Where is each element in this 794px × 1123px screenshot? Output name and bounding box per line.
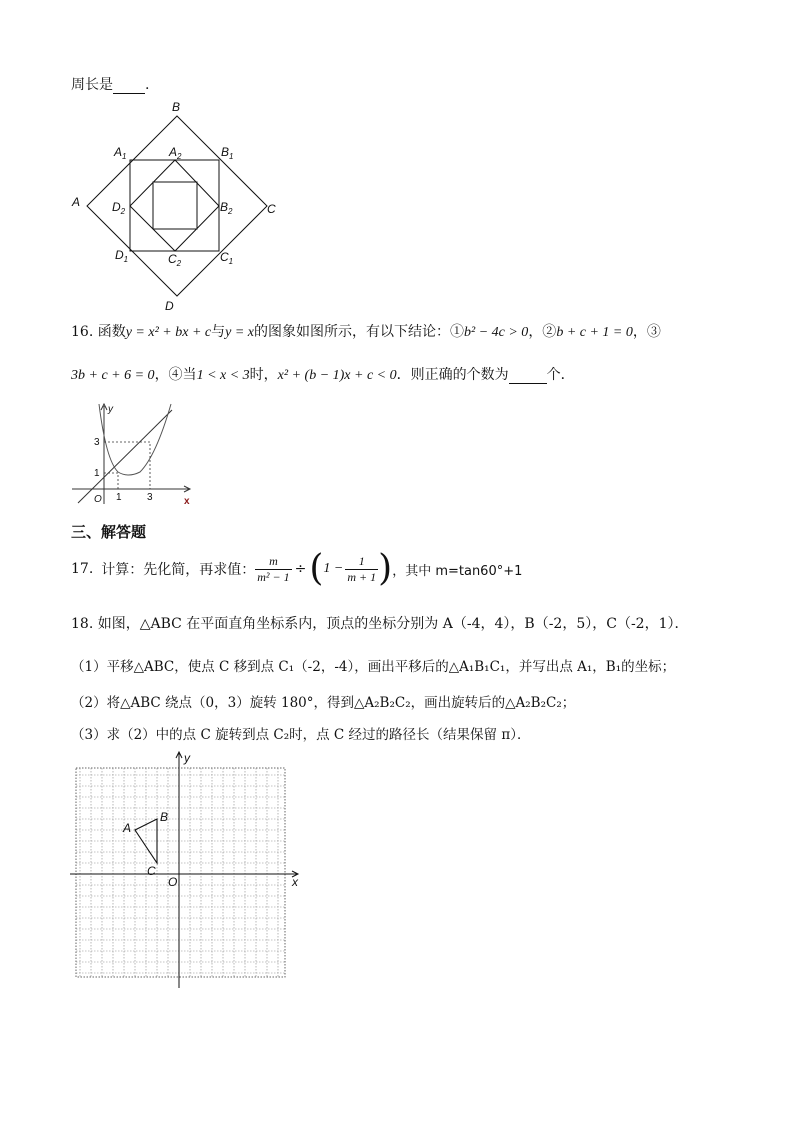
graph-tick-y1: 1 xyxy=(94,468,100,479)
q17-paren-close: ) xyxy=(378,548,393,589)
label-B2: $B_2$ xyxy=(220,200,233,216)
q18-number: 18. xyxy=(71,616,94,632)
graph-tick-x3: 3 xyxy=(147,492,153,503)
q17-divide: ÷ xyxy=(294,561,307,577)
q18-part1: （1）平移△ABC，使点 C 移到点 C₁（-2，-4），画出平移后的△A₁B₁C₁，并写出点 A₁，B₁的坐标； xyxy=(71,659,676,675)
q18-coordinate-grid xyxy=(66,748,306,992)
q16-text9: 个． xyxy=(546,367,575,383)
label-C1: $C_1$ xyxy=(220,250,234,266)
q18-part2: （2）将△ABC 绕点（0，3）旋转 180°，得到△A₂B₂C₂，画出旋转后的△A₂B₂C₂； xyxy=(71,695,576,711)
q16-text4: ，② xyxy=(528,324,557,340)
q17-number: 17. xyxy=(71,561,94,577)
q16-conclusion2: b + c + 1 = 0 xyxy=(556,325,633,340)
grid-border xyxy=(76,768,285,977)
q16-func1: y = x² + bx + c xyxy=(125,325,212,340)
q16-number: 16. xyxy=(71,324,94,340)
label-D2: $D_2$ xyxy=(112,200,126,216)
q16-graph xyxy=(68,400,198,510)
graph-y-label: y xyxy=(108,404,113,415)
q17-fraction2 xyxy=(345,554,378,585)
label-C2: $C_2$ xyxy=(168,252,182,268)
q18-intro xyxy=(71,613,689,633)
grid-origin: O xyxy=(168,875,178,889)
q15-answer-blank[interactable] xyxy=(113,77,145,94)
q17-frac2-num: 1 xyxy=(345,554,378,570)
grid-x-label: x xyxy=(292,875,298,889)
q16-text3: 的图象如图所示，有以下结论：① xyxy=(254,324,464,340)
graph-tick-y3: 3 xyxy=(94,437,100,448)
label-A1: $A_1$ xyxy=(114,145,127,161)
q17-frac1-den: m² − 1 xyxy=(257,569,290,584)
q15-tail xyxy=(71,74,149,94)
label-A: A xyxy=(72,195,81,209)
q17 xyxy=(71,548,523,589)
q17-frac2-den: m + 1 xyxy=(347,569,377,584)
q16-text5: ，③ xyxy=(632,324,661,340)
graph-x-label: x xyxy=(184,496,190,507)
square-a1b1c1d1 xyxy=(130,160,219,251)
label-B: B xyxy=(172,100,181,114)
q16-text8: ．则正确的个数为 xyxy=(396,367,509,383)
q17-frac1-num: m xyxy=(255,554,291,570)
grid-label-B: B xyxy=(160,810,169,824)
q16-text6: ，④当 xyxy=(154,367,197,383)
guide-x3-y3 xyxy=(104,442,150,489)
q16-answer-blank[interactable] xyxy=(509,367,547,384)
q16-func2: y = x xyxy=(225,325,254,340)
square-innermost xyxy=(153,182,197,229)
graph-tick-x1: 1 xyxy=(116,492,122,503)
q16-conclusion3: 3b + c + 6 = 0 xyxy=(71,368,155,383)
label-B1: $B_1$ xyxy=(221,145,234,161)
grid-label-A: A xyxy=(123,821,132,835)
q17-text2: ，其中 m=tan60°+1 xyxy=(392,563,523,579)
q18-intro-text: 如图，△ABC 在平面直角坐标系内，顶点的坐标分别为 A（-4，4），B（-2，5），C（-2，1）． xyxy=(97,616,689,632)
q17-paren-open: ( xyxy=(309,548,324,589)
q16-line2 xyxy=(71,364,575,384)
q16-conclusion4-ineq: x² + (b − 1)x + c < 0 xyxy=(277,368,397,383)
label-D: D xyxy=(165,299,174,313)
q16-text7: 时， xyxy=(249,367,278,383)
label-D1: $D_1$ xyxy=(115,248,129,264)
square-a2b2c2d2 xyxy=(130,160,219,251)
q17-one-minus: 1 − xyxy=(323,561,344,576)
q17-text1: 计算：先化简，再求值： xyxy=(101,562,256,578)
graph-origin: O xyxy=(94,494,102,505)
grid-label-C: C xyxy=(147,864,156,878)
q16-conclusion1: b² − 4c > 0 xyxy=(464,325,529,340)
section-heading: 三、解答题 xyxy=(71,523,147,541)
q16-conclusion4-range: 1 < x < 3 xyxy=(196,368,250,383)
q18-part3: （3）求（2）中的点 C 旋转到点 C₂时，点 C 经过的路径长（结果保留 π）． xyxy=(71,727,531,743)
q16-text1: 函数 xyxy=(97,324,126,340)
q15-tail-text: 周长是 xyxy=(71,77,113,93)
grid-y-label: y xyxy=(184,751,190,765)
grid-lines xyxy=(76,768,285,977)
q17-fraction1 xyxy=(255,554,291,585)
q15-nested-squares-figure xyxy=(64,96,294,316)
q15-tail-end: . xyxy=(145,77,150,93)
q16-text2: 与 xyxy=(211,324,226,340)
q16-line1 xyxy=(71,321,661,341)
label-A2: $A_2$ xyxy=(169,145,182,161)
label-C: C xyxy=(267,202,276,216)
